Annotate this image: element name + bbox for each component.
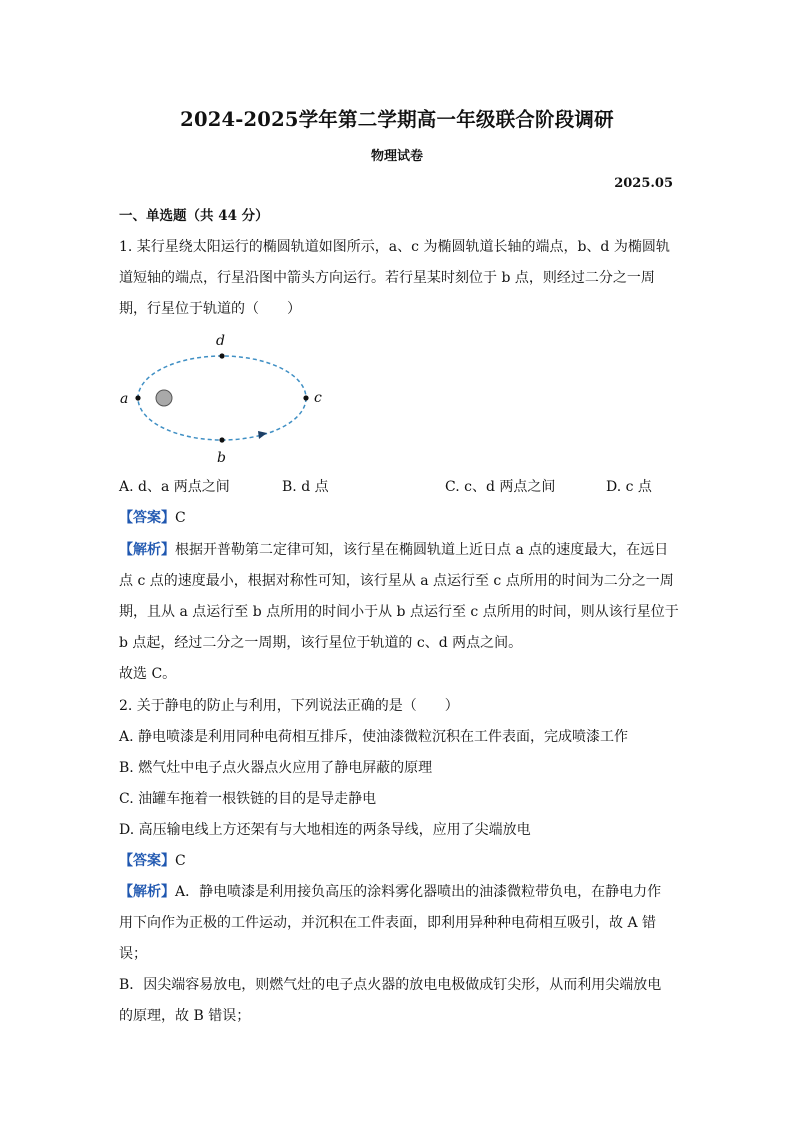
q2-analysis-line-2: 用下向作为正极的工件运动，并沉积在工件表面，即利用异种种电荷相互吸引，故 A 错 (119, 915, 657, 931)
q1-analysis-line-3: 期，且从 a 点运行至 b 点所用的时间小于从 b 点运行至 c 点所用的时间，则从该行星位于 (119, 604, 679, 620)
q1-analysis-text-1: 根据开普勒第二定律可知，该行星在椭圆轨道上近日点 a 点的速度最大，在远日 (175, 542, 669, 558)
label-c: c (314, 390, 322, 406)
q1-analysis-tag: 【解析】 (119, 542, 175, 558)
q1-analysis-line-2: 点 c 点的速度最小，根据对称性可知，该行星从 a 点运行至 c 点所用的时间为二分之一周 (119, 573, 674, 589)
q1-stem-line-3: 期，行星位于轨道的（ ） (119, 301, 301, 317)
q1-stem-line-2: 道短轴的端点，行星沿图中箭头方向运行。若行星某时刻位于 b 点，则经过二分之一周 (119, 270, 655, 286)
q2-option-a: A. 静电喷漆是利用同种电荷相互排斥，使油漆微粒沉积在工件表面，完成喷漆工作 (119, 729, 629, 745)
section-heading: 一、单选题（共 44 分） (119, 208, 269, 224)
orbit-diagram (116, 328, 330, 470)
label-b: b (217, 450, 226, 466)
page-title: 2024-2025学年第二学期高一年级联合阶段调研 (180, 108, 614, 131)
q1-analysis-line-1 (119, 540, 668, 560)
q1-option-a: A. d、a 两点之间 (119, 479, 230, 495)
label-a: a (120, 391, 129, 407)
point-c-dot (303, 395, 308, 400)
q2-analysis-line-3: 误； (119, 946, 147, 962)
q2-analysis-tag: 【解析】 (119, 884, 175, 900)
point-a-dot (135, 395, 140, 400)
q2-analysis-line-1 (119, 882, 661, 902)
q2-analysis-line-4: B．因尖端容易放电，则燃气灶的电子点火器的放电电极做成钉尖形，从而利用尖端放电 (119, 977, 662, 993)
q2-answer-tag: 【答案】 (119, 853, 175, 869)
q1-option-b: B. d 点 (282, 479, 329, 495)
label-d: d (216, 333, 225, 349)
q1-conclusion: 故选 C。 (119, 666, 177, 682)
q1-option-c: C. c、d 两点之间 (445, 479, 556, 495)
exam-subtitle: 物理试卷 (370, 149, 423, 164)
q1-option-d: D. c 点 (606, 479, 652, 495)
q2-option-d: D. 高压输电线上方还架有与大地相连的两条导线，应用了尖端放电 (119, 822, 531, 838)
q2-answer-value: C (175, 853, 186, 869)
q2-answer (119, 851, 186, 871)
direction-arrow-icon (258, 431, 267, 439)
q2-option-b: B. 燃气灶中电子点火器点火应用了静电屏蔽的原理 (119, 760, 433, 776)
q2-stem: 2. 关于静电的防止与利用，下列说法正确的是（ ） (119, 698, 459, 714)
q1-answer-value: C (175, 510, 186, 526)
exam-date: 2025.05 (614, 176, 673, 191)
q1-answer-tag: 【答案】 (119, 510, 175, 526)
point-b-dot (219, 437, 224, 442)
q1-options (119, 477, 679, 497)
q1-answer (119, 508, 186, 528)
q1-stem-line-1: 1. 某行星绕太阳运行的椭圆轨道如图所示，a、c 为椭圆轨道长轴的端点，b、d 为椭圆轨 (119, 239, 670, 255)
q2-option-c: C. 油罐车拖着一根铁链的目的是导走静电 (119, 791, 377, 807)
q2-analysis-text-1: A．静电喷漆是利用接负高压的涂料雾化器喷出的油漆微粒带负电，在静电力作 (175, 884, 662, 900)
q1-analysis-line-4: b 点起，经过二分之一周期，该行星位于轨道的 c、d 两点之间。 (119, 635, 523, 651)
sun-icon (156, 390, 172, 406)
q2-analysis-line-5: 的原理，故 B 错误； (119, 1008, 251, 1024)
point-d-dot (219, 353, 224, 358)
